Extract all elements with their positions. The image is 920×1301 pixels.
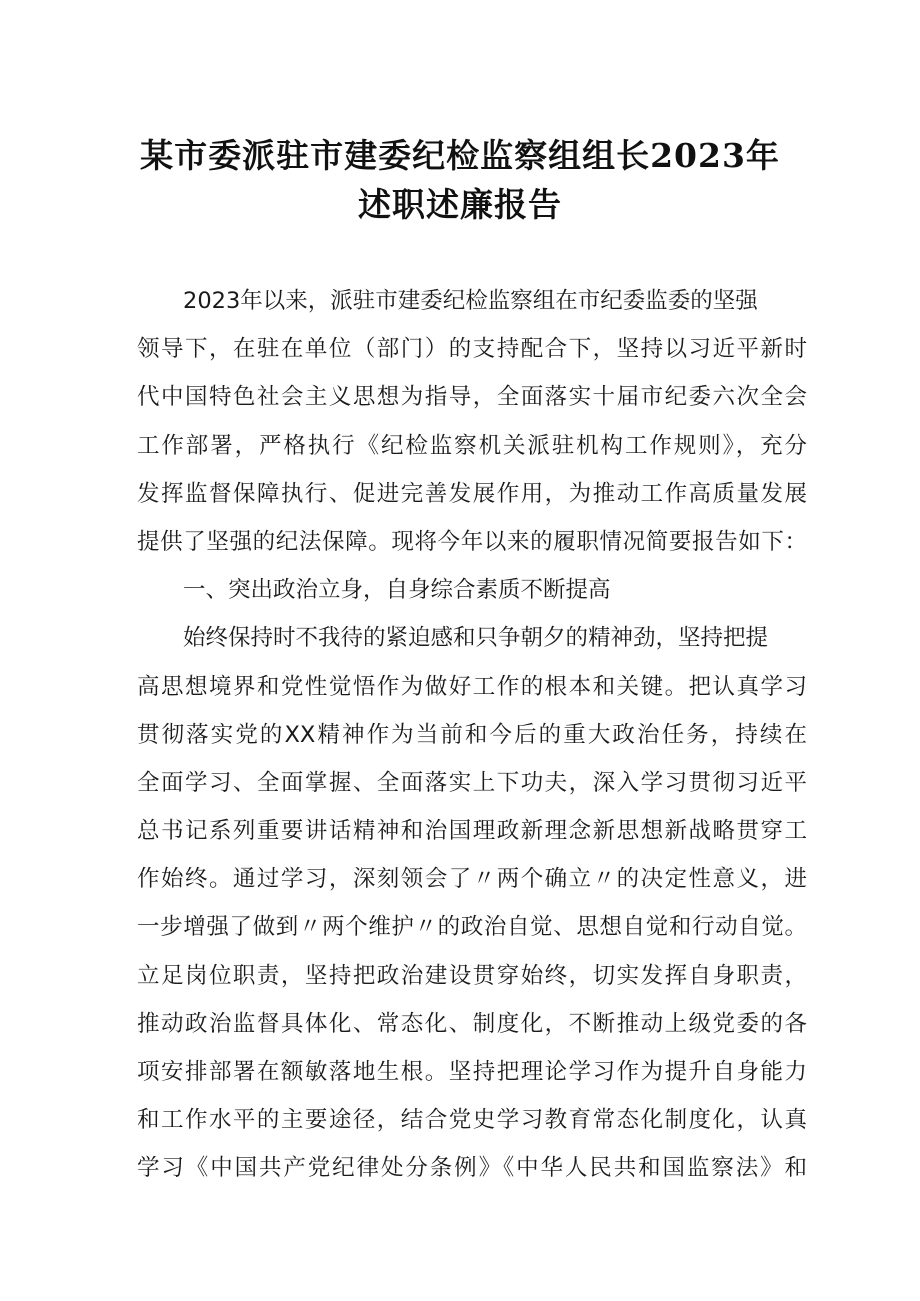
body-line: 领导下，在驻在单位（部门）的支持配合下，坚持以习近平新时 bbox=[137, 336, 807, 363]
body-line: 全面学习、全面掌握、全面落实上下功夫，深入学习贯彻习近平 bbox=[137, 769, 807, 796]
body-line: 2023年以来，派驻市建委纪检监察组在市纪委监委的坚强 bbox=[183, 288, 758, 314]
body-line: 一步增强了做到〃两个维护〃的政治自觉、思想自觉和行动自觉。 bbox=[137, 914, 807, 941]
body-line: 高思想境界和党性觉悟作为做好工作的根本和关键。把认真学习 bbox=[137, 673, 807, 700]
body-line: 工作部署，严格执行《纪检监察机关派驻机构工作规则》，充分 bbox=[137, 432, 807, 459]
body-line: 始终保持时不我待的紧迫感和只争朝夕的精神劲，坚持把提 bbox=[183, 625, 769, 652]
body-line: 和工作水平的主要途径，结合党史学习教育常态化制度化，认真 bbox=[137, 1107, 807, 1134]
body-line: 发挥监督保障执行、促进完善发展作用，为推动工作高质量发展 bbox=[137, 480, 807, 507]
body-line: 项安排部署在额敏落地生根。坚持把理论学习作为提升自身能力 bbox=[137, 1059, 807, 1085]
document-body bbox=[137, 277, 807, 1193]
body-line: 作始终。通过学习，深刻领会了〃两个确立〃的决定性意义，进 bbox=[137, 866, 807, 893]
body-line: 总书记系列重要讲话精神和治国理政新理念新思想新战略贯穿工 bbox=[137, 818, 807, 845]
body-line: 贯彻落实党的XX精神作为当前和今后的重大政治任务，持续在 bbox=[137, 721, 807, 748]
body-line: 推动政治监督具体化、常态化、制度化，不断推动上级党委的各 bbox=[137, 1010, 807, 1037]
body-line: 学习《中国共产党纪律处分条例》《中华人民共和国监察法》和 bbox=[137, 1155, 807, 1182]
body-line: 代中国特色社会主义思想为指导，全面落实十届市纪委六次全会 bbox=[137, 384, 807, 411]
body-line: 立足岗位职责，坚持把政治建设贯穿始终，切实发挥自身职责， bbox=[137, 962, 807, 989]
section-heading: 一、突出政治立身，自身综合素质不断提高 bbox=[183, 577, 611, 604]
document-title-line-1: 某市委派驻市建委纪检监察组组长2023年 bbox=[140, 136, 780, 175]
body-line: 提供了坚强的纪法保障。现将今年以来的履职情况简要报告如下： bbox=[137, 528, 807, 555]
document-title-line-2: 述职述廉报告 bbox=[358, 185, 562, 224]
